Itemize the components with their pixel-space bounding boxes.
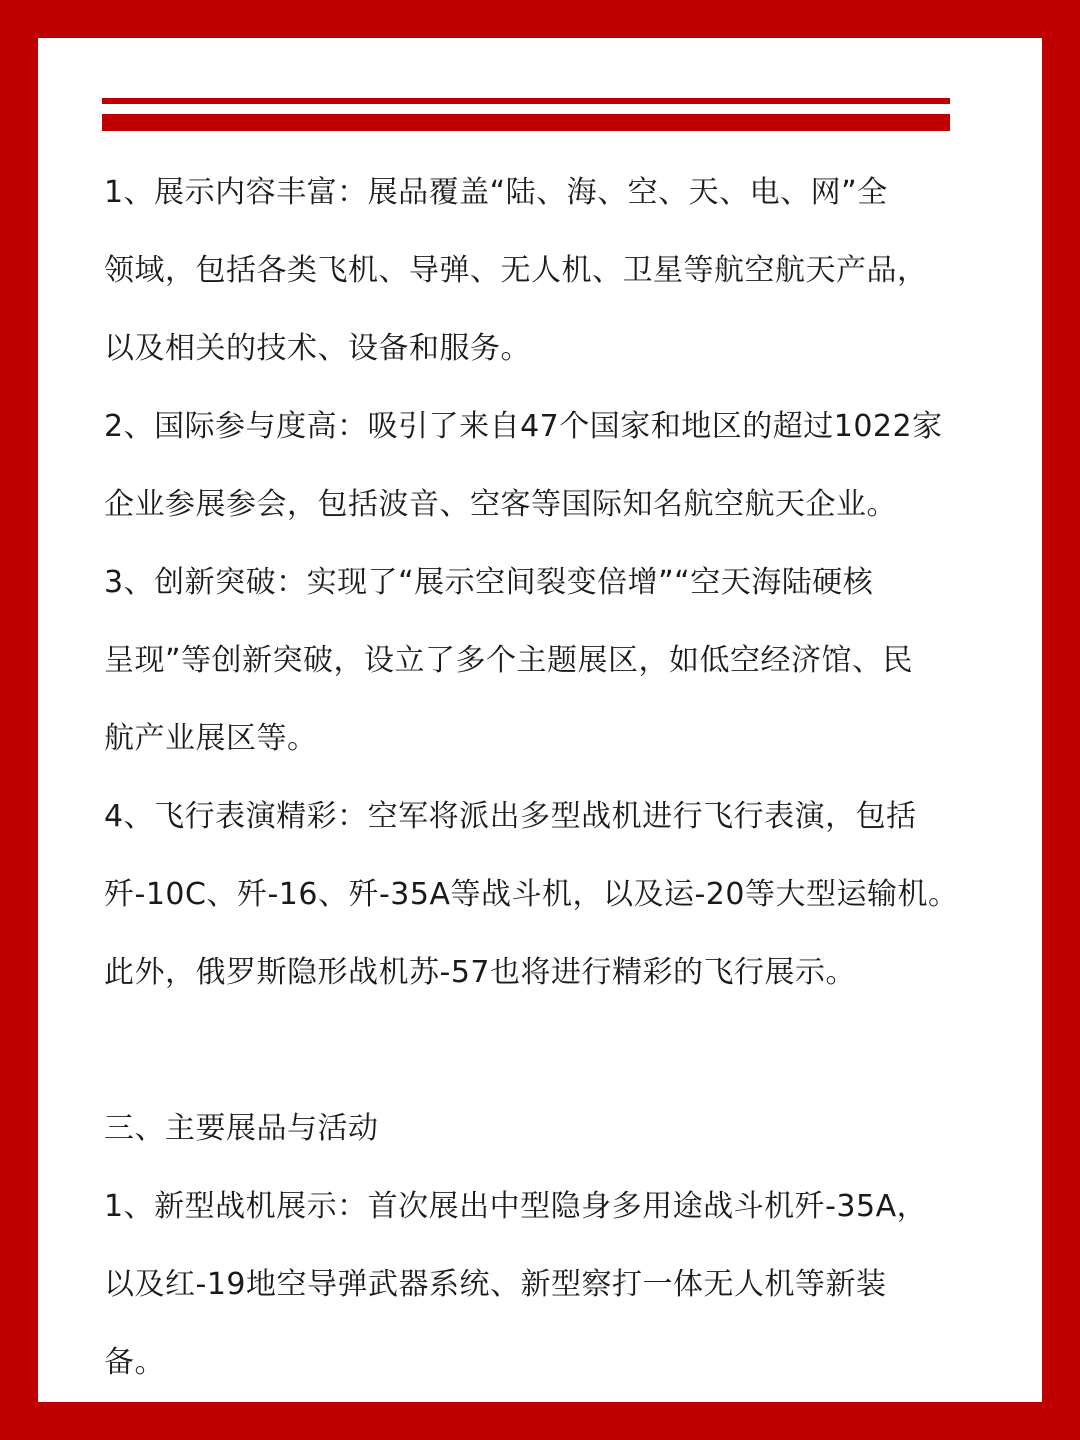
section-heading: 三、主要展品与活动 xyxy=(104,1111,379,1146)
section-paragraph-1: 1、新型战机展示：首次展出中型隐身多用途战斗机歼-35A， 以及红-19地空导弹武器系统、新型察打一体无人机等新装 备。 xyxy=(104,1189,928,1380)
paragraph-item-4: 4、飞行表演精彩：空军将派出多型战机进行飞行表演，包括 歼-10C、歼-16、歼-35A等战斗机，以及运-20等大型运输机。 此外，俄罗斯隐形战机苏-57也将进行精彩的飞行展示。 xyxy=(104,799,959,990)
header-rule-thin xyxy=(102,98,950,104)
article-body xyxy=(104,154,964,1402)
content-card xyxy=(38,38,1042,1402)
header-rule-thick xyxy=(102,114,950,131)
paragraph-item-2: 2、国际参与度高：吸引了来自47个国家和地区的超过1022家 企业参展参会，包括波音、空客等国际知名航空航天企业。 xyxy=(104,409,943,522)
paragraph-item-3: 3、创新突破：实现了“展示空间裂变倍增”“空天海陆硬核 呈现”等创新突破，设立了多个主题展区，如低空经济馆、民 航产业展区等。 xyxy=(104,565,914,756)
paragraph-item-1: 1、展示内容丰富：展品覆盖“陆、海、空、天、电、网”全 领域，包括各类飞机、导弹、无人机、卫星等航空航天产品， 以及相关的技术、设备和服务。 xyxy=(104,175,928,366)
section-spacer xyxy=(104,1012,964,1090)
